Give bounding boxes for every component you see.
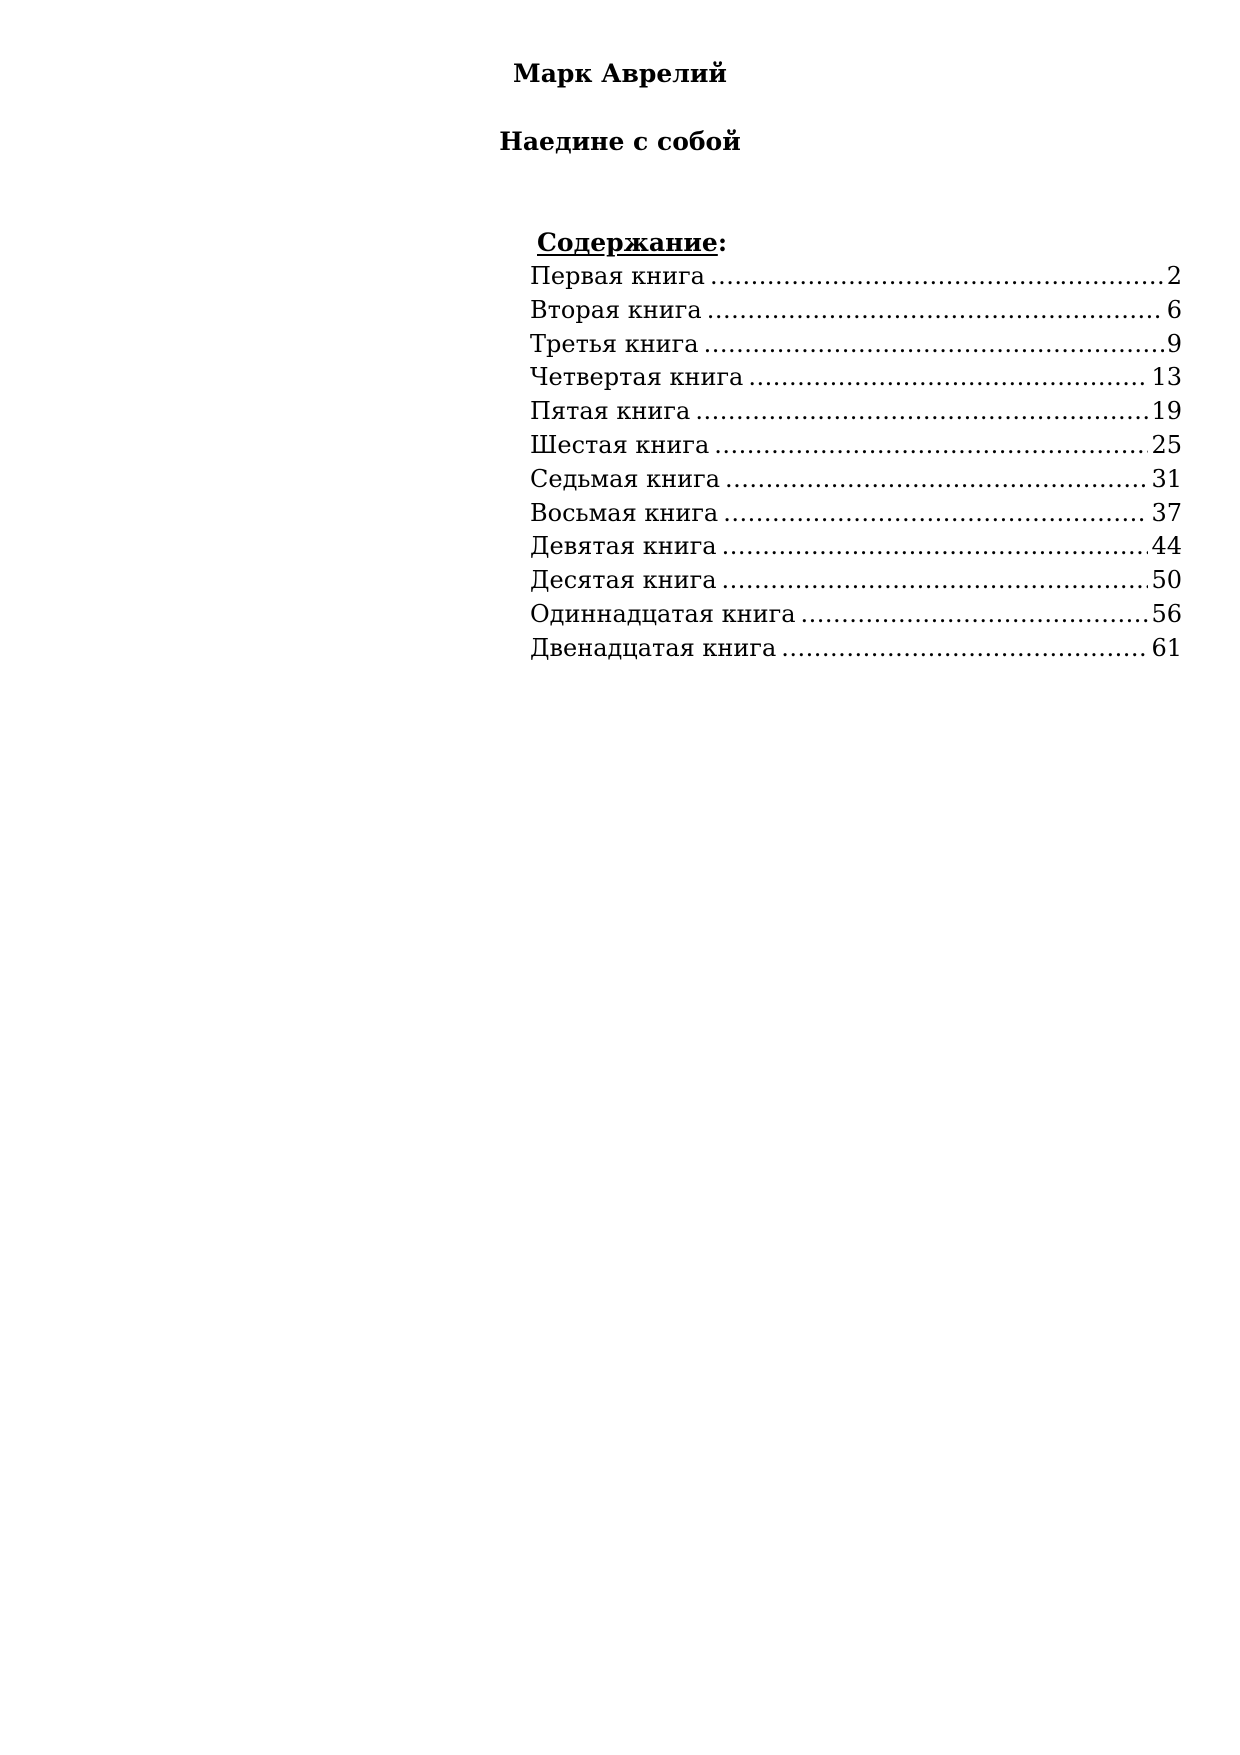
- toc-entry-label: Седьмая книга: [530, 464, 721, 493]
- toc-dot-leader: [801, 598, 1149, 632]
- toc-entry-label: Шестая книга: [530, 430, 710, 459]
- toc-dot-leader: [722, 530, 1149, 564]
- toc-entry-page: 13: [1151, 363, 1182, 392]
- toc-entry[interactable]: [530, 395, 1182, 429]
- toc-dot-leader: [710, 260, 1164, 294]
- toc-heading-colon: :: [717, 228, 728, 257]
- toc-dot-leader: [707, 294, 1164, 328]
- toc-entry[interactable]: [530, 632, 1182, 666]
- toc-dot-leader: [723, 497, 1148, 531]
- toc-entry-label: Пятая книга: [530, 397, 691, 426]
- toc-dot-leader: [725, 463, 1148, 497]
- toc-dot-leader: [722, 564, 1149, 598]
- toc-entry-label: Восьмая книга: [530, 498, 719, 527]
- toc-entry-page: 9: [1166, 329, 1182, 358]
- toc-entry-page: 61: [1151, 633, 1182, 662]
- toc-list: [530, 260, 1182, 666]
- toc-entry[interactable]: [530, 497, 1182, 531]
- toc-dot-leader: [714, 429, 1148, 463]
- toc-entry-page: 44: [1151, 532, 1182, 561]
- toc-entry-page: 25: [1151, 430, 1182, 459]
- toc-entry-label: Девятая книга: [530, 532, 717, 561]
- toc-entry[interactable]: [530, 530, 1182, 564]
- toc-entry-label: Вторая книга: [530, 295, 702, 324]
- toc-entry[interactable]: [530, 260, 1182, 294]
- toc-entry-page: 37: [1151, 498, 1182, 527]
- toc-entry-label: Первая книга: [530, 262, 705, 290]
- toc-entry[interactable]: [530, 294, 1182, 328]
- toc-entry-label: Четвертая книга: [530, 363, 744, 392]
- toc-entry[interactable]: [530, 429, 1182, 463]
- toc-entry-page: 19: [1151, 397, 1182, 426]
- toc-entry-page: 31: [1151, 464, 1182, 493]
- toc-entry[interactable]: [530, 463, 1182, 497]
- toc-entry-label: Двенадцатая книга: [530, 633, 777, 662]
- toc-heading: [537, 226, 1182, 260]
- toc-entry[interactable]: [530, 564, 1182, 598]
- toc-entry-page: 50: [1151, 566, 1182, 595]
- toc-entry[interactable]: [530, 361, 1182, 395]
- toc-entry-label: Одиннадцатая книга: [530, 599, 796, 628]
- toc-heading-text: Содержание: [537, 228, 718, 257]
- toc-entry[interactable]: [530, 598, 1182, 632]
- book-title: Наедине с собой: [499, 127, 741, 156]
- toc-dot-leader: [748, 361, 1148, 395]
- author-name: Марк Аврелий: [513, 59, 727, 88]
- toc-entry[interactable]: [530, 328, 1182, 362]
- table-of-contents: [530, 226, 1182, 666]
- toc-entry-page: 6: [1166, 295, 1182, 324]
- toc-entry-page: 56: [1151, 599, 1182, 628]
- toc-entry-label: Десятая книга: [530, 566, 717, 595]
- toc-entry-label: Третья книга: [530, 329, 699, 358]
- toc-dot-leader: [695, 395, 1148, 429]
- toc-dot-leader: [704, 328, 1164, 362]
- toc-entry-page: 2: [1166, 262, 1182, 290]
- toc-dot-leader: [781, 632, 1148, 666]
